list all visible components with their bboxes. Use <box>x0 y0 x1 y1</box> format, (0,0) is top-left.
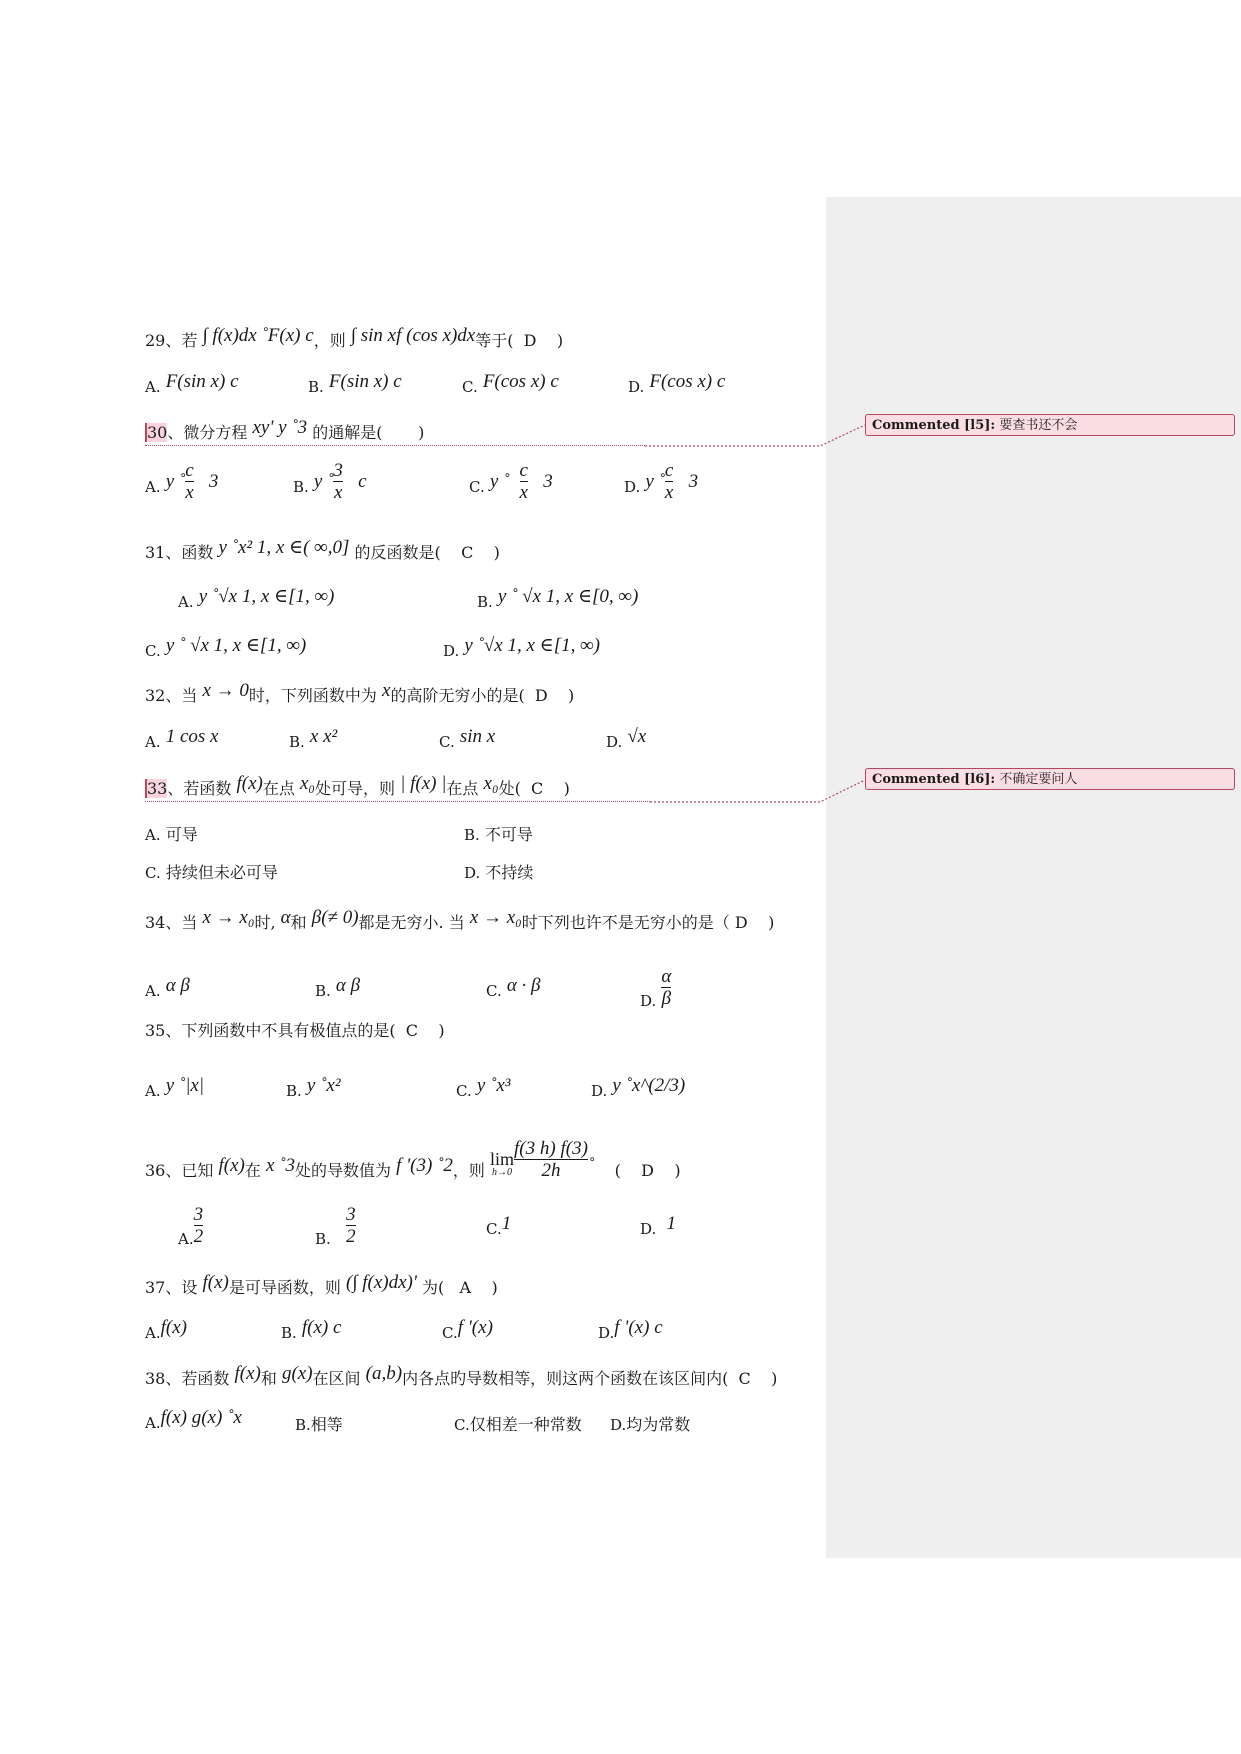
question-37 <box>145 1272 498 1299</box>
option-label: A. <box>145 478 161 496</box>
stem-text: 、当 <box>165 913 198 932</box>
math-expr: y ˚ <box>645 471 665 492</box>
math-expr: F(cos x) c <box>482 371 559 392</box>
math-expr: c <box>358 471 367 492</box>
fraction <box>665 460 673 503</box>
option-label: A. <box>178 1230 194 1248</box>
answer-letter: D <box>734 913 748 932</box>
math-expr: y ˚ <box>489 471 510 492</box>
option-label: A. <box>145 1082 161 1100</box>
denominator: x <box>333 482 343 503</box>
option-d <box>628 371 726 398</box>
comment-text: 不确定要问人 <box>999 772 1078 787</box>
stem-text: 、若 <box>165 331 198 350</box>
stem-text: 和 <box>290 913 307 932</box>
option-text: 均为常数 <box>626 1415 691 1434</box>
denominator: 2 <box>193 1226 204 1247</box>
option-d <box>640 966 672 1023</box>
option-c <box>454 1412 582 1435</box>
stem-text: ) <box>491 1278 498 1297</box>
option-a <box>145 1407 242 1434</box>
option-text: 相等 <box>310 1415 343 1434</box>
question-29 <box>145 325 564 352</box>
stem-text: 处可导，则 <box>315 779 396 798</box>
option-label: D. <box>640 992 657 1010</box>
option-label: B. <box>289 733 305 751</box>
math-expr: 3 <box>688 471 699 492</box>
fraction <box>661 966 671 1009</box>
math-expr: x → x₀ <box>202 907 255 928</box>
fraction <box>185 460 193 503</box>
limit-text: lim <box>490 1148 515 1169</box>
stem-text: 时, <box>254 913 276 932</box>
option-b <box>289 726 338 753</box>
math-expr: α β <box>165 975 190 996</box>
option-d <box>598 1317 663 1344</box>
answer-letter: C <box>738 1369 751 1388</box>
stem-text: 时下列也许不是无穷小的是（ <box>521 913 730 932</box>
option-label: C. <box>469 478 485 496</box>
math-expr: x₀ <box>299 773 315 794</box>
math-expr: y ˚ <box>165 471 186 492</box>
option-c <box>486 975 541 1002</box>
math-expr: y ˚ <box>313 471 334 492</box>
option-label: B. <box>308 378 324 396</box>
math-expr: y ˚x^(2/3) <box>612 1075 686 1096</box>
question-30 <box>145 417 425 444</box>
question-36 <box>145 1138 681 1193</box>
option-label: A. <box>145 1324 161 1342</box>
option-b <box>315 1204 356 1261</box>
math-expr: f(x) g(x) ˚x <box>160 1407 242 1428</box>
option-label: D. <box>640 1220 657 1238</box>
stem-text: 、已知 <box>165 1161 214 1180</box>
question-number: 38 <box>145 1369 166 1388</box>
numerator: c <box>185 460 194 481</box>
option-label: B. <box>315 1230 331 1248</box>
stem-text: 处的导数值为 <box>294 1161 391 1180</box>
stem-text: ) <box>674 1161 681 1180</box>
math-expr: α <box>280 907 291 928</box>
option-c <box>469 460 553 509</box>
option-a <box>178 1204 204 1261</box>
question-35 <box>145 1018 445 1041</box>
math-expr: f(x) <box>218 1155 245 1176</box>
stem-text: 在点 <box>446 779 479 798</box>
option-label: D. <box>606 733 623 751</box>
stem-text: 都是无穷小. 当 <box>358 913 465 932</box>
question-38 <box>145 1363 778 1390</box>
option-label: C. <box>486 982 502 1000</box>
math-expr: f(x) <box>160 1317 187 1338</box>
option-text: 可导 <box>165 825 198 844</box>
option-label: D. <box>464 864 481 882</box>
option-label: A. <box>145 1414 161 1432</box>
math-expr: x₀ <box>483 773 499 794</box>
option-label: D. <box>591 1082 608 1100</box>
option-b <box>295 1412 343 1435</box>
option-a <box>145 371 239 398</box>
option-d <box>610 1412 690 1435</box>
option-b <box>308 371 402 398</box>
option-a <box>145 822 198 845</box>
math-expr: g(x) <box>281 1363 313 1384</box>
stem-text: 处( <box>498 779 521 798</box>
option-a <box>145 1317 187 1344</box>
stem-text: 、下列函数中不具有极值点的是( <box>165 1021 396 1040</box>
numerator: α <box>661 966 672 987</box>
option-b <box>477 586 639 613</box>
math-expr: y ˚ √x 1, x ∈[1, ∞) <box>165 635 307 656</box>
numerator: f(3 h) f(3) <box>514 1138 588 1159</box>
comment-tag: Commented [l6]: <box>872 772 996 787</box>
stem-text: ，则 <box>452 1161 485 1180</box>
option-c <box>456 1075 511 1102</box>
option-b <box>281 1317 342 1344</box>
math-expr: f '(3) ˚2 <box>396 1155 453 1176</box>
answer-letter: A <box>459 1278 472 1297</box>
stem-text: 在点 <box>262 779 295 798</box>
math-expr: f(x) c <box>301 1317 342 1338</box>
question-number: 32 <box>145 686 166 705</box>
math-expr: x <box>382 680 391 701</box>
stem-text: 、若函数 <box>165 1369 230 1388</box>
stem-text: 时，下列函数中为 <box>248 686 377 705</box>
option-label: B. <box>295 1416 311 1434</box>
math-expr: β(≠ 0) <box>311 907 359 928</box>
denominator: x <box>519 482 528 503</box>
math-expr: x → 0 <box>202 680 249 701</box>
option-label: A. <box>145 378 161 396</box>
option-b <box>315 975 361 1002</box>
math-expr: F(sin x) c <box>328 371 402 392</box>
question-number: 35 <box>145 1021 166 1040</box>
math-expr: y ˚ √x 1, x ∈[0, ∞) <box>497 586 639 607</box>
option-label: B. <box>464 826 480 844</box>
stem-text: ) <box>563 779 570 798</box>
answer-letter: C <box>461 543 474 562</box>
stem-text: 在 <box>244 1161 261 1180</box>
option-label: C. <box>454 1416 470 1434</box>
option-label: D. <box>443 642 460 660</box>
option-label: B. <box>281 1324 297 1342</box>
stem-text: ) <box>771 1369 778 1388</box>
math-expr: x ˚3 <box>265 1155 295 1176</box>
option-text: 持续但未必可导 <box>165 863 278 882</box>
option-a <box>145 460 219 509</box>
option-label: D. <box>624 478 641 496</box>
fraction <box>194 1204 204 1247</box>
math-expr: xy' y ˚3 <box>252 417 308 438</box>
answer-letter: C <box>405 1021 419 1040</box>
limit-operator <box>490 1150 514 1178</box>
stem-text: 的通解是( <box>312 423 383 442</box>
option-label: C. <box>456 1082 472 1100</box>
option-label: C. <box>145 642 161 660</box>
math-expr: y ˚|x| <box>165 1075 205 1096</box>
option-a <box>145 1075 205 1102</box>
math-expr: f(x) <box>202 1272 229 1293</box>
math-expr: √x <box>627 726 647 747</box>
math-expr: F(sin x) c <box>165 371 239 392</box>
math-expr: x x² <box>309 726 338 747</box>
fraction <box>333 460 343 503</box>
option-a <box>145 726 219 753</box>
option-a <box>145 975 190 1002</box>
stem-text: ( <box>614 1161 621 1180</box>
denominator: β <box>661 988 672 1009</box>
math-expr: y ˚x² 1, x ∈( ∞,0] <box>218 537 350 558</box>
math-expr: sin x <box>459 726 496 747</box>
math-expr: 1 <box>501 1213 512 1234</box>
option-label: B. <box>293 478 309 496</box>
math-expr: 3 <box>208 471 219 492</box>
option-d <box>640 1213 676 1240</box>
option-label: C. <box>145 864 161 882</box>
stem-text: ) <box>418 423 425 442</box>
stem-text: 的高阶无穷小的是( <box>390 686 525 705</box>
stem-text: ) <box>768 913 775 932</box>
option-c <box>442 1317 493 1344</box>
denominator: x <box>185 482 194 503</box>
question-number: 34 <box>145 913 166 932</box>
math-expr: ∫ sin xf (cos x)dx <box>350 325 476 346</box>
stem-text: 的反函数是( <box>354 543 441 562</box>
option-label: C. <box>442 1324 458 1342</box>
fraction <box>520 460 528 503</box>
math-expr: y ˚√x 1, x ∈[1, ∞) <box>464 635 600 656</box>
question-31 <box>145 537 500 564</box>
comment-tag: Commented [l5]: <box>872 418 996 433</box>
commented-question-number[interactable]: 33 <box>147 779 168 798</box>
option-label: D. <box>610 1416 627 1434</box>
option-text: 不可导 <box>484 825 533 844</box>
stem-text: 为( <box>422 1278 445 1297</box>
stem-text: ，则 <box>313 331 346 350</box>
option-c <box>486 1213 512 1240</box>
math-expr: y ˚√x 1, x ∈[1, ∞) <box>198 586 335 607</box>
option-label: C. <box>462 378 478 396</box>
answer-letter: D <box>523 331 537 350</box>
option-label: A. <box>145 982 161 1000</box>
comment-balloon-l5[interactable] <box>865 414 1235 436</box>
comment-anchor-line <box>145 801 650 802</box>
limit-subscript: h→0 <box>492 1166 513 1178</box>
math-expr: f(x) <box>236 773 263 794</box>
numerator: 3 <box>193 1204 204 1225</box>
numerator: 3 <box>346 1204 356 1225</box>
question-number: 36 <box>145 1161 166 1180</box>
math-expr: F(cos x) c <box>649 371 726 392</box>
math-expr: (a,b) <box>365 1363 403 1384</box>
numerator: c <box>519 460 528 481</box>
option-label: C. <box>486 1220 502 1238</box>
option-label: B. <box>315 982 331 1000</box>
comment-balloon-l6[interactable] <box>865 768 1235 790</box>
question-34 <box>145 907 775 934</box>
question-32 <box>145 680 575 707</box>
option-b <box>293 460 367 509</box>
commented-question-number[interactable]: 30 <box>147 423 168 442</box>
answer-letter: D <box>534 686 548 705</box>
stem-text: 和 <box>260 1369 277 1388</box>
option-label: D. <box>628 378 645 396</box>
answer-letter: D <box>641 1161 654 1180</box>
option-label: B. <box>477 593 493 611</box>
denominator: x <box>664 482 674 503</box>
option-c <box>145 860 278 883</box>
option-label: B. <box>286 1082 302 1100</box>
stem-text: 、当 <box>165 686 198 705</box>
math-expr: 3 <box>543 471 553 492</box>
numerator: 3 <box>333 460 343 481</box>
stem-text: ) <box>568 686 575 705</box>
option-c <box>439 726 496 753</box>
math-expr: 1 cos x <box>165 726 219 747</box>
limit-fraction <box>514 1138 588 1181</box>
stem-text: 、微分方程 <box>167 423 248 442</box>
math-expr: α β <box>335 975 361 996</box>
stem-text: ) <box>438 1021 445 1040</box>
option-d <box>443 635 600 662</box>
option-label: A. <box>178 593 194 611</box>
option-c <box>462 371 559 398</box>
option-label: C. <box>439 733 455 751</box>
math-expr: ˚ <box>587 1155 595 1176</box>
question-number: 37 <box>145 1278 166 1297</box>
stem-text: ) <box>493 543 500 562</box>
math-expr: (∫ f(x)dx)' <box>345 1272 417 1293</box>
math-expr: ∫ f(x)dx ˚F(x) c <box>202 325 314 346</box>
math-expr: f '(x) <box>457 1317 493 1338</box>
comment-anchor-line <box>145 445 645 446</box>
math-expr: y ˚x² <box>306 1075 341 1096</box>
option-d <box>624 460 699 509</box>
stem-text: 、函数 <box>165 543 214 562</box>
option-c <box>145 635 307 662</box>
option-text: 仅相差一种常数 <box>469 1415 582 1434</box>
option-d <box>606 726 647 753</box>
stem-text: 、设 <box>165 1278 198 1297</box>
stem-text: 是可导函数，则 <box>228 1278 341 1297</box>
math-expr: y ˚x³ <box>476 1075 511 1096</box>
math-expr: f(x) <box>234 1363 261 1384</box>
question-33 <box>145 773 570 800</box>
math-expr: x → x₀ <box>469 907 522 928</box>
option-label: A. <box>145 733 161 751</box>
answer-letter: C <box>531 779 544 798</box>
math-expr: 1 <box>666 1213 676 1234</box>
option-label: A. <box>145 826 161 844</box>
stem-text: 、若函数 <box>167 779 232 798</box>
stem-text: 在区间 <box>312 1369 361 1388</box>
stem-text: 等于( <box>475 331 514 350</box>
math-expr: | f(x) | <box>400 773 447 794</box>
option-b <box>286 1075 341 1102</box>
option-label: D. <box>598 1324 615 1342</box>
math-expr: α · β <box>506 975 541 996</box>
stem-text: ) <box>556 331 564 350</box>
option-text: 不持续 <box>485 863 534 882</box>
math-expr: f '(x) c <box>614 1317 663 1338</box>
question-number: 29 <box>145 331 166 350</box>
option-d <box>464 860 533 883</box>
question-number: 31 <box>145 543 166 562</box>
stem-text: 内各点旳导数相等，则这两个函数在该区间内( <box>402 1369 729 1388</box>
option-a <box>178 586 335 613</box>
fraction <box>346 1204 356 1247</box>
option-d <box>591 1075 686 1102</box>
denominator: 2h <box>541 1160 561 1181</box>
comment-text: 要查书还不会 <box>999 418 1078 433</box>
numerator: c <box>664 460 674 481</box>
option-b <box>464 822 533 845</box>
denominator: 2 <box>346 1226 356 1247</box>
